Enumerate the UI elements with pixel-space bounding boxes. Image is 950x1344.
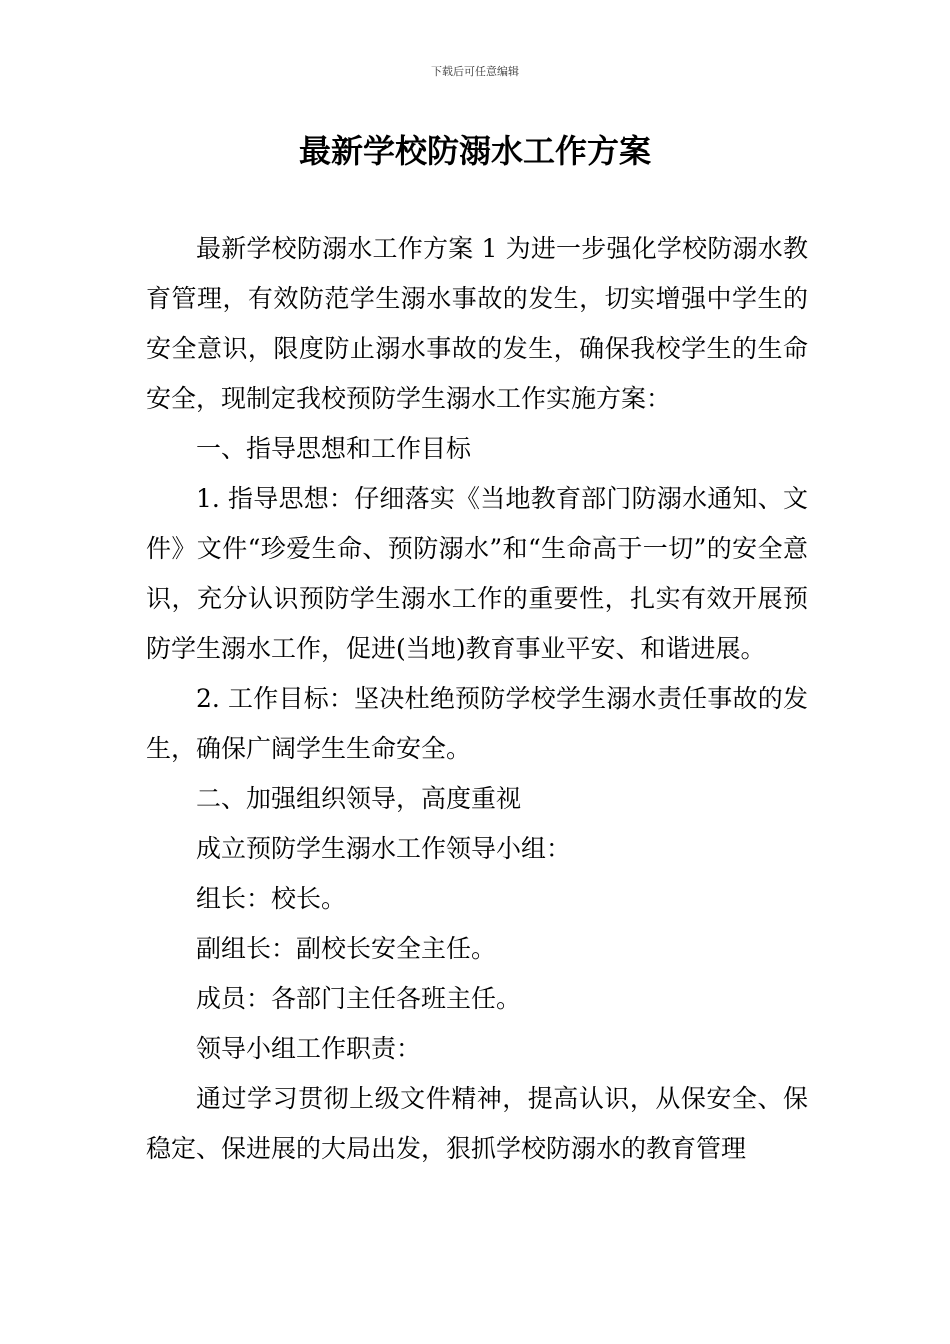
document-body bbox=[146, 224, 808, 1174]
paragraph-group-leader: 组长：校长。 bbox=[196, 884, 347, 913]
paragraph-work-goal: 2. 工作目标：坚决杜绝预防学校学生溺水责任事故的发生，确保广阔学生生命安全。 bbox=[146, 684, 808, 763]
paragraph-guiding-thought: 1. 指导思想：仔细落实《当地教育部门防溺水通知、文件》文件“珍爱生命、预防溺水”和“生命高于一切”的安全意识，充分认识预防学生溺水工作的重要性，扎实有效开展预防学生溺水工作，促进(当地)教育事业平安、和谐进展。 bbox=[146, 484, 808, 663]
header-note: 下载后可任意编辑 bbox=[431, 65, 519, 78]
paragraph-group-setup: 成立预防学生溺水工作领导小组： bbox=[196, 834, 572, 863]
paragraph-members: 成员：各部门主任各班主任。 bbox=[196, 984, 522, 1013]
paragraph-deputy-leader: 副组长：副校长安全主任。 bbox=[196, 934, 497, 963]
section-heading-2: 二、加强组织领导，高度重视 bbox=[196, 784, 522, 813]
paragraph-duties-body: 通过学习贯彻上级文件精神，提高认识，从保安全、保稳定、保进展的大局出发，狠抓学校防溺水的教育管理 bbox=[146, 1084, 808, 1163]
paragraph-intro: 最新学校防溺水工作方案 1 为进一步强化学校防溺水教育管理，有效防范学生溺水事故的发生，切实增强中学生的安全意识，限度防止溺水事故的发生，确保我校学生的生命安全，现制定我校预防学生溺水工作实施方案： bbox=[146, 234, 808, 413]
section-heading-1: 一、指导思想和工作目标 bbox=[196, 434, 472, 463]
document-title: 最新学校防溺水工作方案 bbox=[298, 132, 651, 170]
paragraph-duties-heading: 领导小组工作职责： bbox=[196, 1034, 422, 1063]
